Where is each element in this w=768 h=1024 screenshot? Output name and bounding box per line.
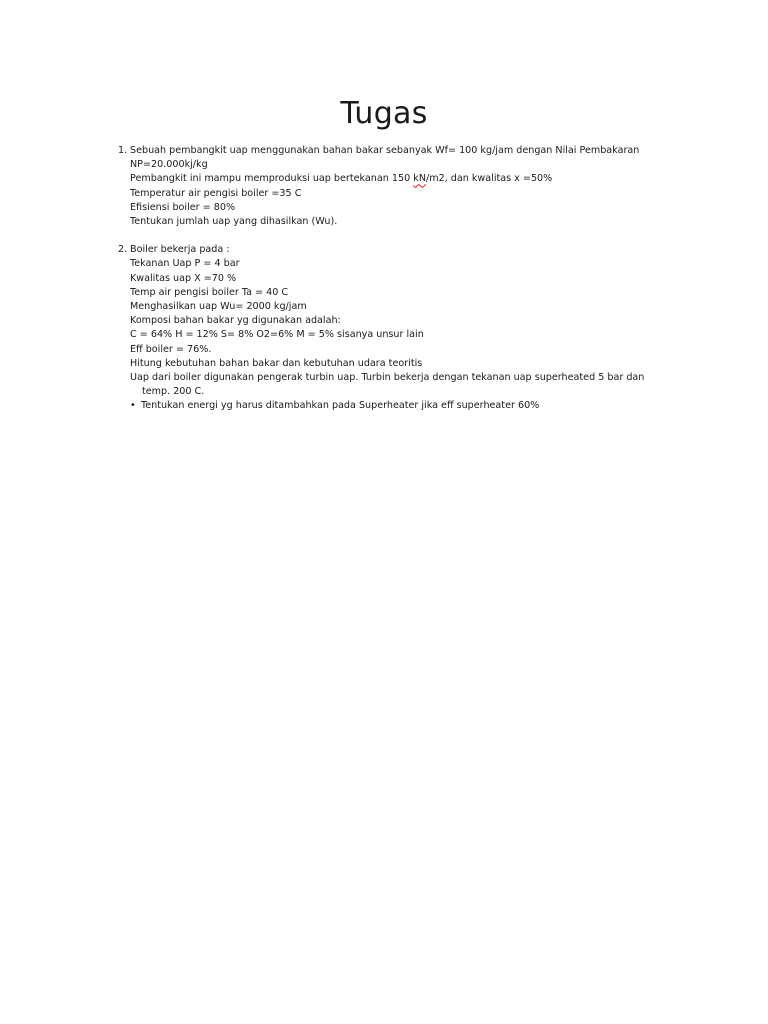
question-1-head-text: Sebuah pembangkit uap menggunakan bahan bakar sebanyak Wf= 100 kg/jam dengan Nilai Pembakaran <box>130 145 640 156</box>
question-1 <box>118 144 640 229</box>
question-1-line-4: Efisiensi boiler = 80% <box>130 201 236 213</box>
bullet-icon: • <box>130 400 136 412</box>
question-2-line: Eff boiler = 76%. <box>130 343 212 355</box>
question-2-bullet-item <box>118 399 618 413</box>
question-2-line: Menghasilkan uap Wu= 2000 kg/jam <box>130 301 307 313</box>
spellcheck-word-kn: kN <box>413 173 426 185</box>
page-title: Tugas <box>340 96 428 131</box>
question-2-head-text: Boiler bekerja pada : <box>130 244 230 256</box>
question-2-turbine-line: Uap dari boiler digunakan pengerak turbin uap. Turbin bekerja dengan tekanan uap superheated 5 bar dan <box>130 372 645 384</box>
question-1-line-2-pre: Pembangkit ini mampu memproduksi uap bertekanan 150 <box>130 173 414 185</box>
question-2-head <box>118 243 618 257</box>
question-1-line-2 <box>118 172 618 186</box>
question-2-bullet-text: Tentukan energi yg harus ditambahkan pada Superheater jika eff superheater 60% <box>141 400 540 412</box>
question-1-number: 1. <box>118 145 128 156</box>
question-2-number: 2. <box>118 244 128 256</box>
document-body <box>118 144 645 414</box>
question-1-head <box>118 144 640 158</box>
question-2 <box>118 243 645 413</box>
question-2-line: Temp air pengisi boiler Ta = 40 C <box>130 286 289 298</box>
question-2-line: Kwalitas uap X =70 % <box>130 272 237 284</box>
question-1-line-2-post: /m2, dan kwalitas x =50% <box>426 173 553 185</box>
question-2-line: Hitung kebutuhan bahan bakar dan kebutuhan udara teoritis <box>130 357 423 369</box>
question-2-line: Tekanan Uap P = 4 bar <box>130 258 240 270</box>
question-1-line-5: Tentukan jumlah uap yang dihasilkan (Wu). <box>130 216 338 228</box>
question-2-line: C = 64% H = 12% S= 8% O2=6% M = 5% sisanya unsur lain <box>130 329 424 341</box>
question-2-turbine-continuation: temp. 200 C. <box>142 386 205 398</box>
question-1-line-3: Temperatur air pengisi boiler =35 C <box>130 187 302 199</box>
question-2-line: Komposi bahan bakar yg digunakan adalah: <box>130 315 341 327</box>
section-gap <box>118 229 618 243</box>
question-1-head-continuation: NP=20.000kj/kg <box>130 159 208 171</box>
